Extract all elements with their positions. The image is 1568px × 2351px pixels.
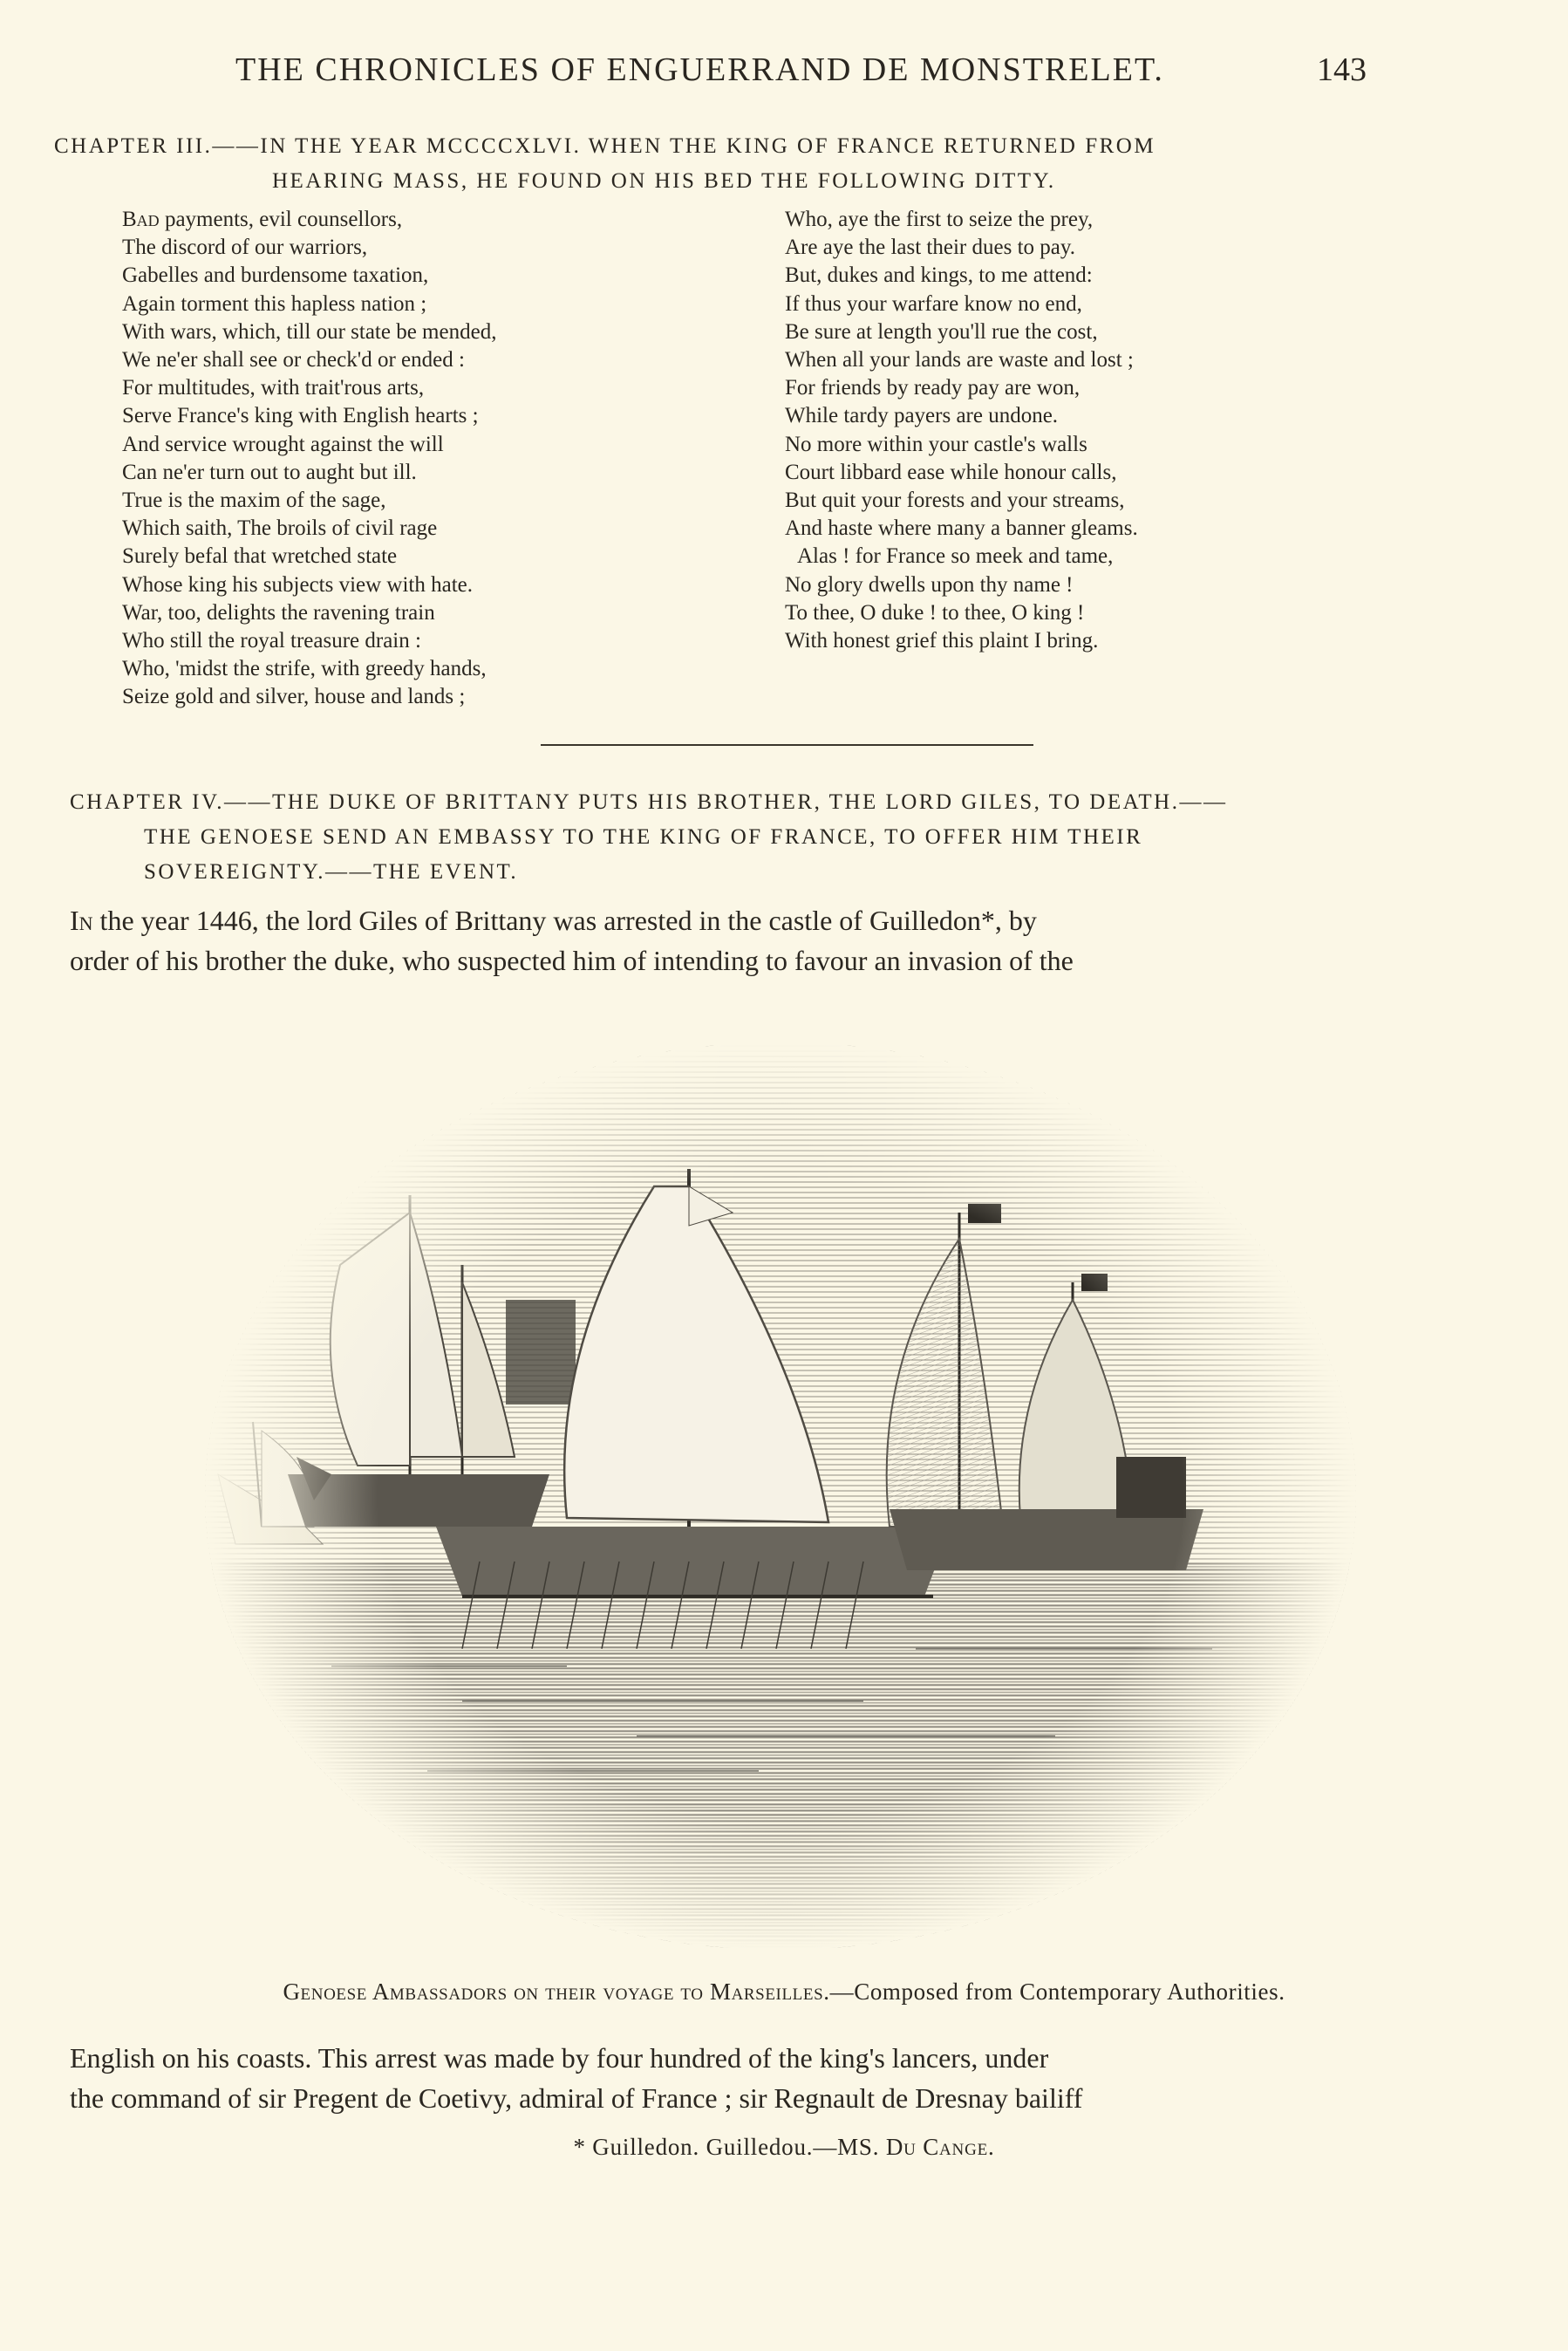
verse-line: We ne'er shall see or check'd or ended : [122,348,465,372]
verse-line: While tardy payers are undone. [785,404,1059,428]
paragraph-line: the command of sir Pregent de Coetivy, admiral of France ; sir Regnault de Dresnay bailiff [70,2082,1083,2114]
chapter-3-heading-line-1: CHAPTER III.——IN THE YEAR MCCCCXLVI. WHEN THE KING OF FRANCE RETURNED FROM [54,134,1156,158]
drop-word: In [70,905,93,936]
chapter-4-heading-line-1: CHAPTER IV.——THE DUKE OF BRITTANY PUTS HIS BROTHER, THE LORD GILES, TO DEATH.—— [70,790,1228,814]
chapter-4-heading-line-3: SOVEREIGNTY.——THE EVENT. [144,860,519,884]
verse-line: Can ne'er turn out to aught but ill. [122,460,417,484]
illustration-caption [0,1979,1568,2006]
body-paragraph-1 [70,900,1395,981]
verse-right-column [785,206,1413,655]
body-paragraph-2 [70,2038,1395,2118]
verse-line: Seize gold and silver, house and lands ; [122,685,466,709]
verse-line [122,206,750,234]
verse-line: Who, 'midst the strife, with greedy hands, [122,657,487,681]
verse-text: payments, evil counsellors, [159,208,403,231]
paragraph-line: English on his coasts. This arrest was made by four hundred of the king's lancers, under [70,2042,1049,2074]
verse-line: But quit your forests and your streams, [785,489,1125,513]
verse-line: With honest grief this plaint I bring. [785,629,1099,653]
verse-line: No glory dwells upon thy name ! [785,572,1074,597]
verse-line: Again torment this hapless nation ; [122,291,427,316]
caption-title: Genoese Ambassadors on their voyage to Marseilles. [283,1979,830,2005]
chapter-3-heading [54,129,1380,199]
verse-line: The discord of our warriors, [122,236,368,260]
verse-line: True is the maxim of the sage, [122,489,386,513]
verse-line: If thus your warfare know no end, [785,291,1082,316]
section-divider [541,744,1033,746]
verse-line: Court libbard ease while honour calls, [785,460,1117,484]
verse-left-column [122,206,750,712]
chapter-4-heading [70,785,1378,890]
ship-engraving [201,1038,1360,1954]
verse-line: And haste where many a banner gleams. [785,516,1138,541]
verse-line: Who still the royal treasure drain : [122,629,421,653]
verse-line: No more within your castle's walls [785,432,1087,456]
verse-line: Are aye the last their dues to pay. [785,236,1075,260]
verse-line: With wars, which, till our state be mended, [122,319,497,344]
verse-line: Be sure at length you'll rue the cost, [785,319,1098,344]
verse-line: Alas ! for France so meek and tame, [797,544,1114,569]
caption-credit: —Composed from Contemporary Authorities. [829,1979,1285,2005]
verse-line: For friends by ready pay are won, [785,376,1081,400]
verse-line: To thee, O duke ! to thee, O king ! [785,600,1085,625]
verse-line: When all your lands are waste and lost ; [785,348,1134,372]
paragraph-text: the year 1446, the lord Giles of Brittany was arrested in the castle of Guilledon*, by [92,905,1037,936]
verse-line: Whose king his subjects view with hate. [122,572,474,597]
verse-line: Serve France's king with English hearts ; [122,404,479,428]
paragraph-line [70,900,1395,940]
verse-line: Gabelles and burdensome taxation, [122,263,429,288]
page-number: 143 [1317,51,1367,88]
verse-line: Which saith, The broils of civil rage [122,516,438,541]
chapter-3-heading-line-2: HEARING MASS, HE FOUND ON HIS BED THE FOLLOWING DITTY. [272,169,1056,193]
verse-line: Surely befal that wretched state [122,544,398,569]
footnote [0,2134,1568,2161]
verse-line: And service wrought against the will [122,432,444,456]
verse-line: Who, aye the first to seize the prey, [785,208,1094,231]
verse-line: War, too, delights the ravening train [122,600,435,625]
ship-engraving-svg [201,1038,1360,1954]
verse-line: For multitudes, with trait'rous arts, [122,376,425,400]
footnote-marker: * [573,2134,586,2160]
running-head [0,51,1568,94]
footnote-text: Guilledon. Guilledou.—MS. [585,2134,886,2160]
footnote-source: Du Cange. [885,2134,995,2160]
running-title: THE CHRONICLES OF ENGUERRAND DE MONSTRELET. [235,51,1164,88]
paragraph-line: order of his brother the duke, who suspected him of intending to favour an invasion of the [70,945,1074,976]
drop-word: Bad [122,208,160,231]
verse-line: But, dukes and kings, to me attend: [785,263,1093,288]
chapter-4-heading-line-2: THE GENOESE SEND AN EMBASSY TO THE KING OF FRANCE, TO OFFER HIM THEIR [144,825,1143,849]
